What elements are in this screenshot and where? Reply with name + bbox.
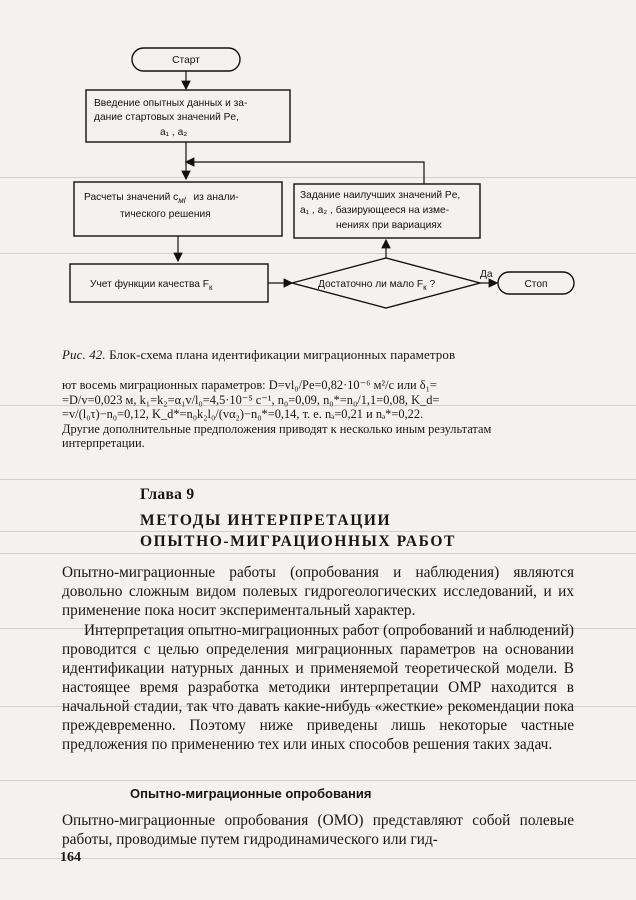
- decision-label: Достаточно ли мало $F_к$ ?: [318, 279, 436, 292]
- paragraph: Опытно-миграционные работы (опробования и наблюдения) являются довольно сложным видом полевых гидрогеологических исследований, и их применение пока носит экспериментальный характер.: [62, 564, 574, 619]
- start-label: Старт: [172, 55, 200, 66]
- scan-line: [0, 858, 636, 859]
- input-box-line3: a₁ , a₂: [160, 127, 188, 138]
- input-box-line2: дание стартовых значений Pe,: [94, 112, 239, 123]
- page-number: 164: [60, 850, 81, 865]
- formula-line: =v/(l₀τ)−n₀=0,12, K_d*=n₀k₂l₀/(vα₂)−n₀*=0,14, т. е. nₔ=0,21 и nₔ*=0,22.: [62, 407, 424, 421]
- chapter-number: Глава 9: [140, 486, 195, 503]
- paragraph: Интерпретация опытно-миграционных работ (опробований и наблюдений) проводится с целью определения миграционных параметров на основании идентификации натурных данных и применяемой теоретической модели. В настоящее время разработка методики интерпретации ОМР находится в начальной стадии, так что давать какие-нибудь «жесткие» рекомендации пока преждевременно. Поэтому ниже приведены лишь некоторые частные предложения по применению тех или иных способов решения таких задач.: [62, 622, 574, 753]
- parameter-formulas: [62, 378, 574, 451]
- flowchart: [60, 36, 580, 346]
- body-text-2: [62, 811, 574, 849]
- chapter-title-line2: ОПЫТНО-МИГРАЦИОННЫХ РАБОТ: [140, 533, 456, 550]
- stop-label: Стоп: [524, 279, 548, 290]
- figure-caption: [62, 347, 582, 363]
- best-box-line3: нениях при вариациях: [336, 220, 442, 231]
- formula-line: интерпретации.: [62, 436, 145, 450]
- section-heading: Опытно-миграционные опробования: [130, 786, 372, 801]
- figure-caption-text: Блок-схема плана идентификации миграционных параметров: [105, 347, 456, 362]
- best-box-line2: a₁ , a₂ , базирующееся на изме-: [300, 205, 450, 216]
- scan-line: [0, 780, 636, 781]
- scan-line: [0, 553, 636, 554]
- formula-line: Другие дополнительные предположения приводят к несколько иным результатам: [62, 421, 492, 436]
- formula-line: ют восемь миграционных параметров: D=vl₀/Pe=0,82·10⁻⁶ м²/с или δ₁=: [62, 378, 437, 392]
- formula-line: =D/v=0,023 м, k₁=k₂=α₁v/l₀=4,5·10⁻⁵ с⁻¹, n₀=0,09, n₀*=n₀/1,1=0,08, K_d=: [62, 392, 440, 407]
- chapter-title-line1: МЕТОДЫ ИНТЕРПРЕТАЦИИ: [140, 512, 392, 529]
- figure-number: Рис. 42.: [62, 347, 106, 362]
- quality-box-label: Учет функции качества $F_к$: [90, 279, 213, 292]
- body-text: [62, 563, 574, 754]
- calc-box-line2: тического решения: [120, 209, 211, 220]
- chapter-title: [140, 510, 456, 552]
- best-box-line1: Задание наилучших значений Pe,: [300, 190, 461, 201]
- input-box-line1: Введение опытных данных и за-: [94, 98, 248, 109]
- calc-box-line1a: Расчеты значений $c_{мl}$ из анали-: [84, 192, 239, 205]
- yes-label: Да: [480, 269, 493, 280]
- paragraph: Опытно-миграционные опробования (ОМО) представляют собой полевые работы, проводимые путем гидродинамического или гид-: [62, 812, 574, 848]
- scan-line: [0, 479, 636, 480]
